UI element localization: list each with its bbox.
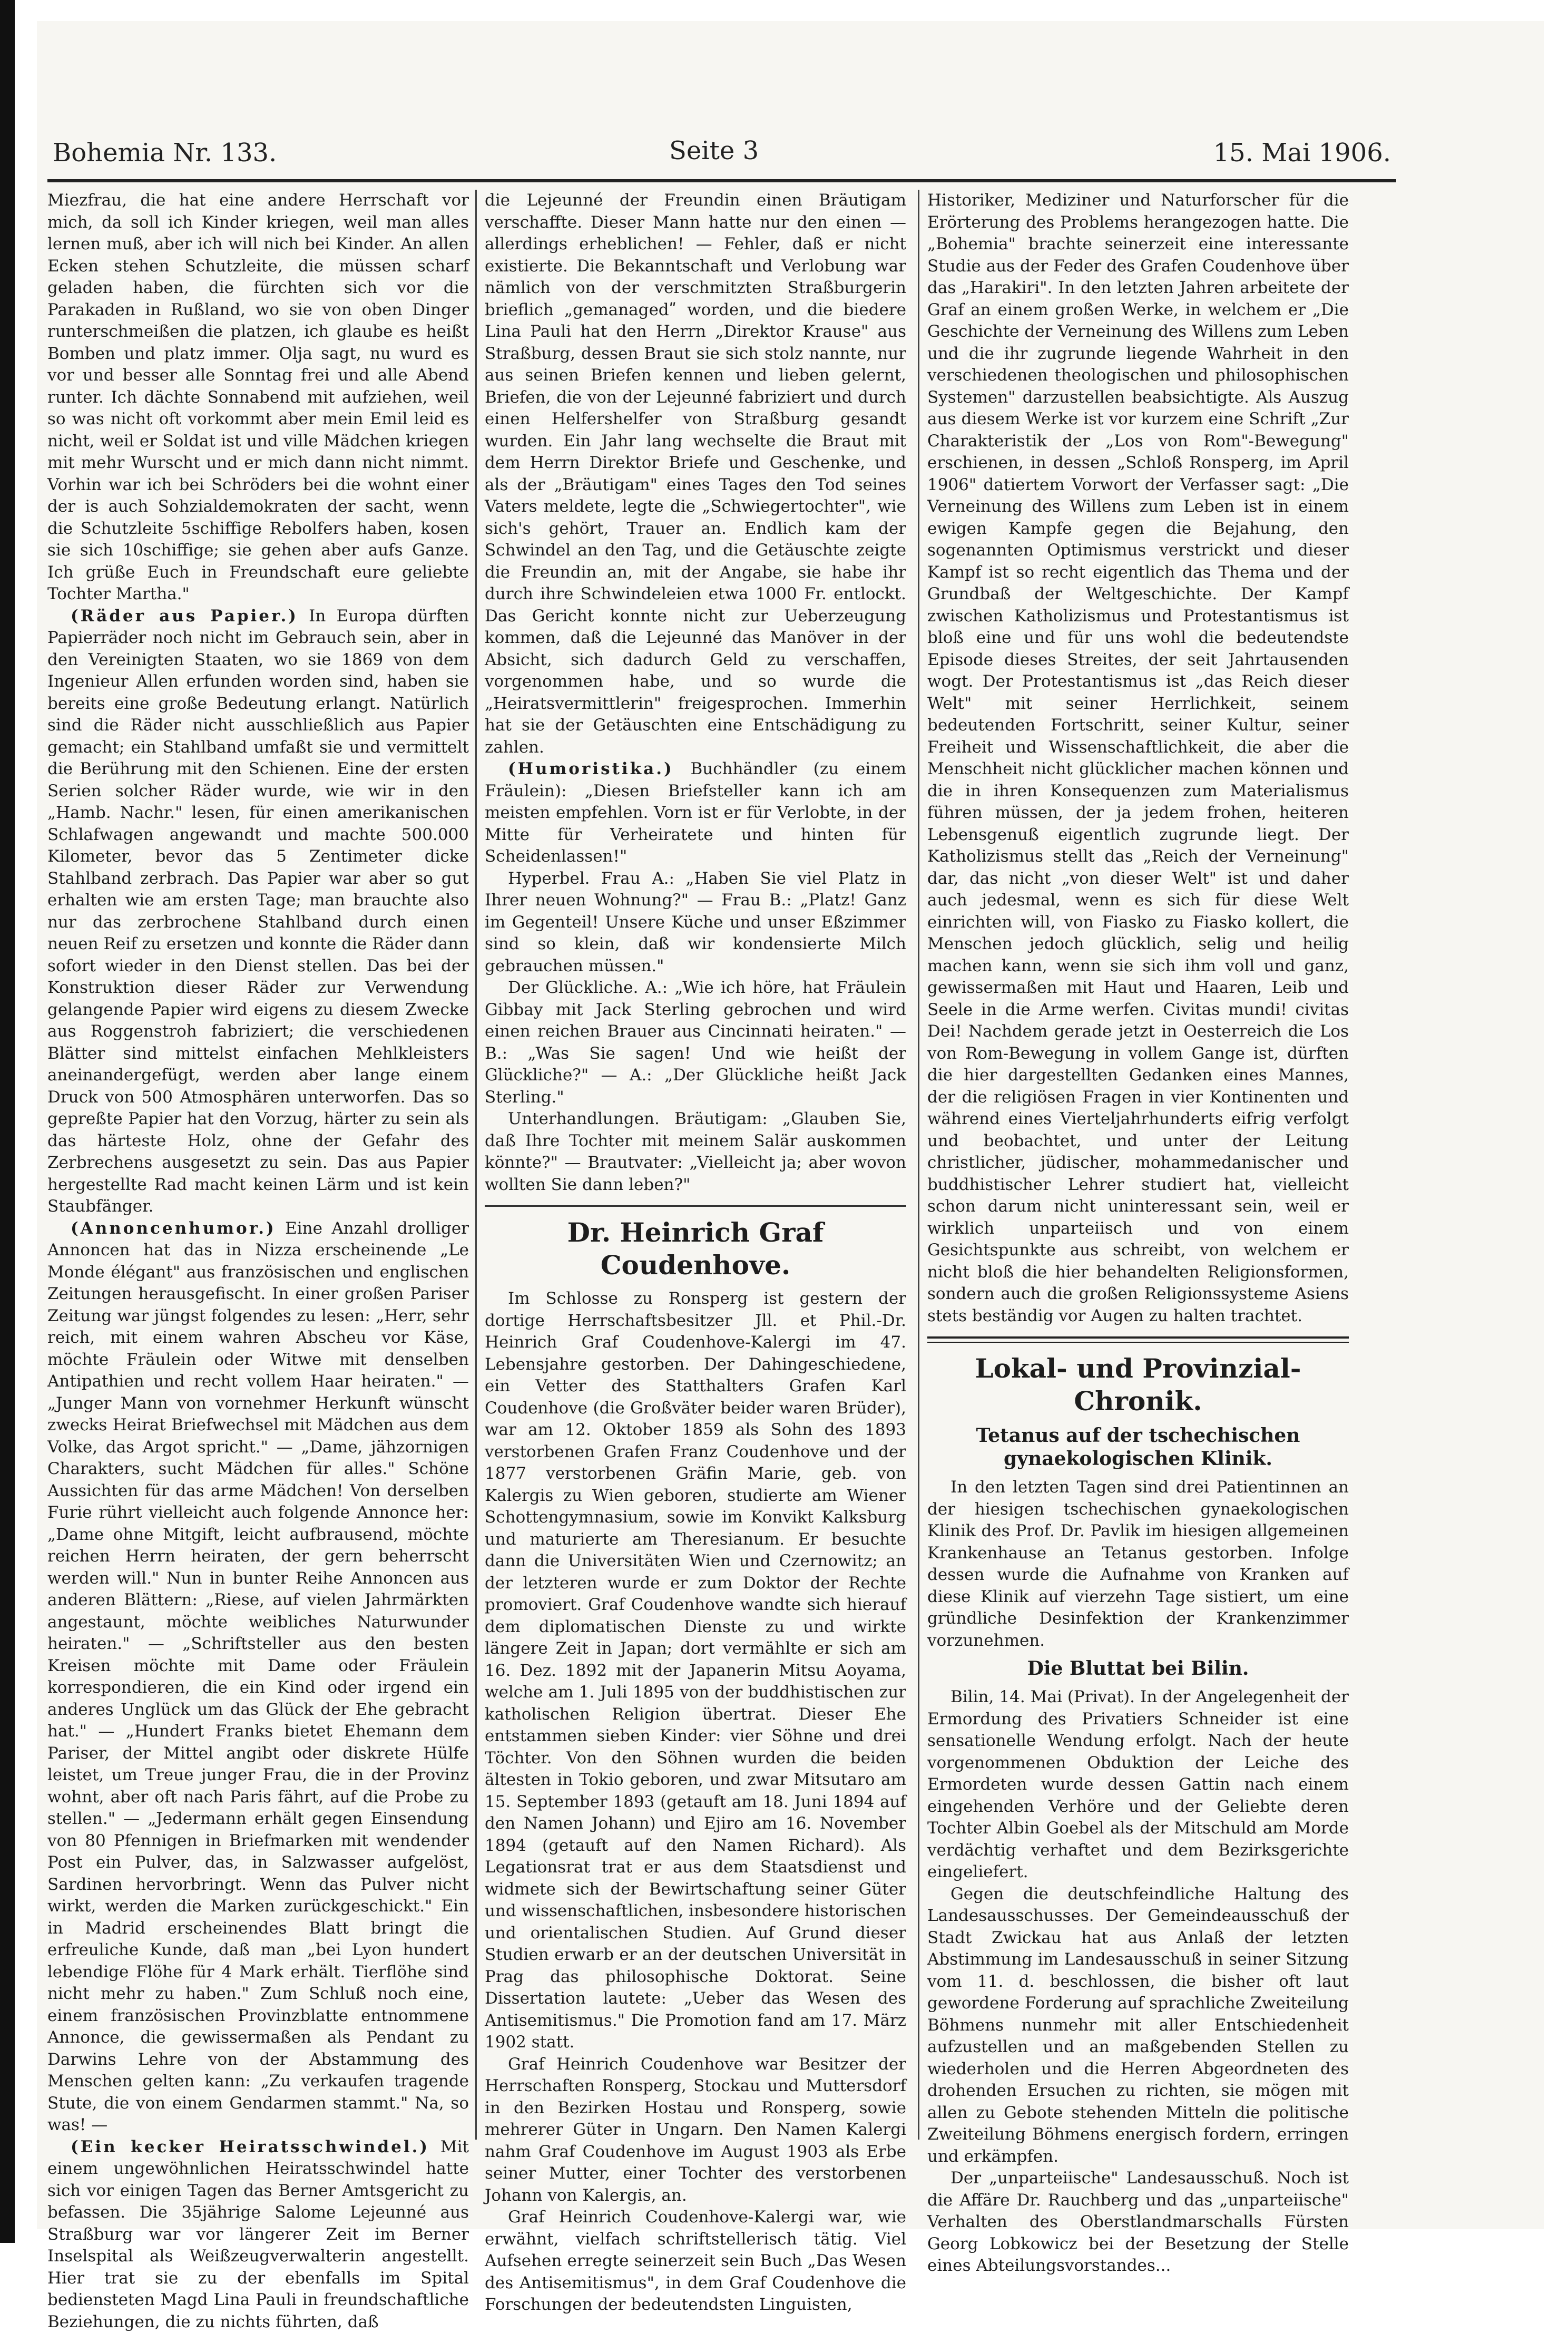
article-body: In Europa dürften Papierräder noch nicht im Gebrauch sein, aber in den Vereinigten Staaten, wo sie 1869 von dem Ingenieur Allen erfunden worden sind, haben sie bereits eine große Bedeutung erlangt. Natürlich sind die Räder nicht ausschließlich aus Papier gemacht; ein Stahlband umfaßt sie und vermittelt die Berührung mit den Schienen. Eine der ersten Serien solcher Räder wurde, wie wir in den „Hamb. Nachr." lesen, für einen amerikanischen Schlafwagen angewandt und machte 500.000 Kilometer, bevor das 5 Zentimeter dicke Stahlband zerbrach. Das Papier war aber so gut erhalten wie am ersten Tage; man brauchte also nur das zerbrochene Stahlband durch einen neuen Reif zu ersetzen und konnte die Räder dann sofort wieder in den Dienst stellen. Das bei der Konstruktion dieser Räder zur Verwendung gelangende Papier wird eigens zu diesem Zwecke aus Roggenstroh fabriziert; die verschiedenen Blätter sind mittelst einfachen Mehlkleisters aneinandergefügt, werden aber lange einem Druck von 500 Atmosphären unterworfen. Das so gepreßte Papier hat den Vorzug, härter zu sein als das härteste Holz, ohne der Gefahr des Zerbrechens ausgesetzt zu sein. Das aus Papier hergestellte Rad macht keinen Lärm und ist kein Staubfänger. (47, 607, 469, 1216)
article-title: (Räder aus Papier.) (71, 607, 298, 626)
article-marriage-fraud (47, 2136, 469, 2333)
scan-edge (0, 0, 15, 2243)
obituary-body: Im Schlosse zu Ronsperg ist gestern der dortige Herrschaftsbesitzer Jll. et Phil.-Dr. Heinrich Graf Coudenhove-Kalergi im 47. Lebensjahre gestorben. Der Dahingeschiedene, ein Vetter des Statthalters Grafen Karl Coudenhove (die Großväter beider waren Brüder), war am 12. Oktober 1859 als Sohn des 1893 verstorbenen Grafen Franz Coudenhove und der 1877 verstorbenen Gräfin Marie, geb. von Kalergis zu Wien geboren, studierte am Wiener Schottengymnasium, sowie im Konvikt Kalksburg und maturierte am Theresianum. Er besuchte dann die Universitäten Wien und Czernowitz; an der letzteren wurde er zum Doktor der Rechte promoviert. Graf Coudenhove wandte sich hierauf dem diplomatischen Dienste zu und wirkte längere Zeit in Japan; dort vermählte er sich am 16. Dez. 1892 mit der Japanerin Mitsu Aoyama, welche am 1. Juli 1895 von der buddhistischen zur katholischen Religion übertrat. Dieser Ehe entstammen sieben Kinder: vier Söhne und drei Töchter. Von den Söhnen wurden die beiden ältesten in Tokio geboren, und zwar Mitsutaro am 15. September 1893 (getauft am 18. Juni 1894 auf den Namen Johann) und Ejiro am 16. November 1894 (getauft auf den Namen Richard). Als Legationsrat trat er aus dem Staatsdienst und widmete sich der Bewirtschaftung seiner Güter und wissenschaftlichen, insbesondere historischen und orientalischen Studien. Auf Grund dieser Studien erwarb er an der deutschen Universität in Prag das philosophische Doktorat. Seine Dissertation lautete: „Ueber das Wesen des Antisemitismus." Die Promotion fand am 17. März 1902 statt. (485, 1288, 906, 2054)
article-landesausschuss: Gegen die deutschfeindliche Haltung des Landesausschusses. Der Gemeindeausschuß der Stadt Zwickau hat aus Anlaß der letzten Abstimmung im Landesausschuß in seiner Sitzung vom 11. d. beschlossen, die bisher oft laut gewordene Forderung auf sprachliche Zweiteilung Böhmens nunmehr mit aller Entschiedenheit aufzustellen und an maßgebenden Stellen zu wiederholen und die Herren Abgeordneten des drohenden Ersuchen zu richten, sie mögen mit allen zu Gebote stehenden Mitteln die politische Zweiteilung Böhmens energisch fordern, erringen und erkämpfen. (927, 1883, 1349, 2168)
obituary-heading: Dr. Heinrich Graf Coudenhove. (485, 1216, 906, 1282)
column-divider (918, 190, 919, 2140)
obituary-writings: Graf Heinrich Coudenhove-Kalergi war, wie erwähnt, vielfach schriftstellerisch tätig. Viel Aufsehen erregte seinerzeit sein Buch „Das Wesen des Antisemitismus", in dem Graf Coudenhove die Forschungen der bedeutendsten Linguisten, (485, 2207, 906, 2316)
article-bilin: Bilin, 14. Mai (Privat). In der Angelegenheit der Ermordung des Privatiers Schneider ist eine sensationelle Wendung erfolgt. Nach der heute vorgenommenen Obduktion der Leiche des Ermordeten wurde dessen Gattin nach einem eingehenden Verhöre und der Geliebte deren Tochter Albin Goebel als der Mitschuld am Morde verdächtig verhaftet und dem Bezirksgerichte eingeliefert. (927, 1686, 1349, 1883)
article-heading-tetanus: Tetanus auf der tschechischen gynaekologischen Klinik. (927, 1424, 1349, 1470)
article-unparteiisch: Der „unparteiische" Landesausschuß. Noch ist die Affäre Dr. Rauchberg und das „unparteiische" Verhalten des Oberstlandmarschalls Fürsten Georg Lobkowicz bei der Besetzung der Stelle eines Abteilungsvorstandes... (927, 2168, 1349, 2277)
obituary-estates: Graf Heinrich Coudenhove war Besitzer der Herrschaften Ronsperg, Stockau und Muttersdorf in den Bezirken Hostau und Ronsperg, sowie mehrerer Güter in Ungarn. Den Namen Kalergi nahm Graf Coudenhove im August 1903 als Erbe seiner Mutter, einer Tochter des verstorbenen Johann von Kalergis, an. (485, 2054, 906, 2207)
marriage-fraud-continuation: die Lejeunné der Freundin einen Bräutigam verschaffte. Dieser Mann hatte nur den einen — allerdings erheblichen! — Fehler, daß er nicht existierte. Die Bekanntschaft und Verlobung war nämlich von der verschmitzten Straßburgerin brieflich „gemanagedʺ worden, und die biedere Lina Pauli hat den Herrn „Direktor Krause" aus Straßburg, dessen Braut sie sich stolz nannte, nur aus seinen Briefen kennen und lieben gelernt, Briefen, die von der Lejeunné fabriziert und durch einen Helfershelfer von Straßburg gesandt wurden. Ein Jahr lang wechselte die Braut mit dem Herrn Direktor Briefe und Geschenke, und als der „Bräutigam" eines Tages den Tod seines Vaters meldete, legte die „Schwiegertochter", wie sich's gehört, Trauer an. Endlich kam der Schwindel an den Tag, und die Getäuschte zeigte die Freundin an, mit der Angabe, sie habe ihr durch ihre Schwindeleien etwa 1000 Fr. entlockt. Das Gericht konnte nicht zur Ueberzeugung kommen, daß die Lejeunné das Manöver in der Absicht, sich dadurch Geld zu verschaffen, vorgenommen habe, und so wurde die „Heiratsvermittlerin" freigesprochen. Immerhin hat sie der Getäuschten eine Entschädigung zu zahlen. (485, 190, 906, 758)
column-2 (485, 190, 906, 2161)
column-1 (47, 190, 469, 2161)
article-paper-wheels (47, 606, 469, 1218)
article-body: Buchhändler (zu einem Fräulein): „Diesen Briefsteller kann ich am meisten empfehlen. Vorn ist er für Verlobte, in der Mitte für Verheiratete und hinten für Scheidenlassen!" (485, 759, 906, 866)
column-divider (475, 190, 477, 2140)
page-number: Seite 3 (669, 136, 759, 165)
masthead-issue: Bohemia Nr. 133. (53, 138, 277, 168)
section-rule (485, 1205, 906, 1207)
issue-date: 15. Mai 1906. (1213, 138, 1391, 168)
section-heading: Lokal- und Provinzial-Chronik. (927, 1352, 1349, 1418)
joke-unterhandlungen: Unterhandlungen. Bräutigam: „Glauben Sie, daß Ihre Tochter mit meinem Salär auskommen könnte?" — Brautvater: „Vielleicht ja; aber wovon wollten Sie dann leben?" (485, 1108, 906, 1196)
column-3 (927, 190, 1349, 2161)
article-tetanus: In den letzten Tagen sind drei Patientinnen an der hiesigen tschechischen gynaekologischen Klinik des Prof. Dr. Pavlik im hiesigen allgemeinen Krankenhause an Tetanus gestorben. Infolge dessen wurde die Aufnahme von Kranken auf diese Klinik auf vierzehn Tage sistiert, um eine gründliche Desinfektion der Krankenzimmer vorzunehmen. (927, 1477, 1349, 1652)
joke-hyperbel: Hyperbel. Frau A.: „Haben Sie viel Platz in Ihrer neuen Wohnung?" — Frau B.: „Platz! Ganz im Gegenteil! Unsere Küche und unser Eßzimmer sind so klein, daß wir kondensierte Milch gebrauchen müssen." (485, 868, 906, 978)
letter-continuation: Miezfrau, die hat eine andere Herrschaft vor mich, da soll ich Kinder kriegen, weil man alles lernen muß, aber ich will nich bei Kinder. An allen Ecken stehen Schutzleite, die müssen scharf geladen haben, die fürchten sich vor die Parakaden in Rußland, wo sie von oben Dinger runterschmeißen die platzen, ich glaube es heißt Bomben und platz immer. Olja sagt, nu wurd es vor und besser alle Sonntag frei und alle Abend runter. Ich dächte Sonnabend mit aufziehen, weil so was nicht oft vorkommt aber mein Emil leid es nicht, weil er Soldat ist und ville Mädchen kriegen mit mehr Wurscht und er mich dann nicht nimmt. Vorhin war ich bei Schröders bei die wohnt einer der is auch Sohzialdemokraten der sacht, wenn die Schutzleite 5schiffige Rebolfers haben, kosen sie sich 10schiffige; sie gehen aber aufs Ganze. Ich grüße Euch in Freundschaft eure geliebte Tochter Martha." (47, 190, 469, 606)
article-heading-bilin: Die Bluttat bei Bilin. (927, 1657, 1349, 1680)
article-title: (Ein kecker Heiratsschwindel.) (71, 2137, 429, 2156)
article-body: Eine Anzahl drolliger Annoncen hat das in Nizza erscheinende „Le Monde élégant" aus französischen und englischen Zeitungen herausgefischt. In einer großen Pariser Zeitung war jüngst folgendes zu lesen: „Herr, sehr reich, mit einem wahren Abscheu vor Käse, möchte Fräulein oder Witwe mit denselben Antipathien und recht vollem Haar heiraten." — „Junger Mann von vornehmer Herkunft wünscht zwecks Heirat Briefwechsel mit Mädchen aus dem Volke, das Argot spricht." — „Dame, jähzornigen Charakters, sucht Mädchen für alles." Schöne Aussichten für das arme Mädchen! Von derselben Furie rührt vielleicht auch folgende Annonce her: „Dame ohne Mitgift, leicht aufbrausend, möchte reichen Herrn heiraten, der gern beherrscht werden will." Nun in bunter Reihe Annoncen aus anderen Blättern: „Riese, auf vielen Jahrmärkten angestaunt, möchte weibliches Naturwunder heiraten." — „Schriftsteller aus den besten Kreisen möchte mit Dame oder Fräulein korrespondieren, die ein Kind oder irgend ein anderes Unglück um das Glück der Ehe gebracht hat." — „Hundert Franks bietet Ehemann dem Pariser, der Mittel angibt oder diskrete Hülfe leistet, um Treue junger Frau, die in der Provinz wohnt, aber oft nach Paris fährt, auf die Probe zu stellen." — „Jedermann erhält gegen Einsendung von 80 Pfennigen in Briefmarken mit wendender Post ein Pulver, das, in Salzwasser aufgelöst, Sardinen hervorbringt. Wenn das Pulver nicht wirkt, werden die Marken zurückgeschickt." Ein in Madrid erscheinendes Blatt bringt die erfreuliche Kunde, daß man „bei Lyon hundert lebendige Flöhe für 4 Mark erhält. Tierflöhe sind nicht mehr zu haben." Zum Schluß noch eine, einem französischen Provinzblatte entnommene Annonce, die gewissermaßen als Pendant zu Darwins Lehre von der Abstammung des Menschen gelten kann: „Zu verkaufen tragende Stute, die von einem Gendarmen stammt." Na, so was! — (47, 1219, 469, 2135)
article-ad-humor (47, 1218, 469, 2136)
obituary-continuation: Historiker, Mediziner und Naturforscher für die Erörterung des Problems herangezogen hatte. Die „Bohemia" brachte seinerzeit eine interessante Studie aus der Feder des Grafen Coudenhove über das „Harakiri". In den letzten Jahren arbeitete der Graf an einem großen Werke, in welchem er „Die Geschichte der Verneinung des Willens zum Leben und die ihr zugrunde liegende Wahrheit in den verschiedenen theologischen und philosophischen Systemen" darzustellen beabsichtigte. Als Auszug aus diesem Werke ist vor kurzem eine Schrift „Zur Charakteristik der „Los von Rom"-Bewegung" erschienen, in dessen „Schloß Ronsperg, im April 1906" datiertem Vorwort der Verfasser sagt: „Die Verneinung des Willens zum Leben ist in einem ewigen Kampfe gegen die Bejahung, den sogenannten Optimismus verstrickt und dieser Kampf ist so recht eigentlich das Thema und der Grundbaß der Weltgeschichte. Der Kampf zwischen Katholizismus und Protestantismus ist bloß eine und für uns wohl die bedeutendste Episode dieses Streites, der seit Jahrtausenden wogt. Der Protestantismus ist „das Reich dieser Welt" mit seiner Herrlichkeit, seinem bedeutenden Fortschritt, seiner Kultur, seiner Freiheit und Wissenschaftlichkeit, die aber die Menschheit nicht glücklicher machen können und die in ihren Konsequenzen zum Materialismus führen müssen, der ja jedem frohen, heiteren Lebensgenuß eigentlich zugrunde liegt. Der Katholizismus stellt das „Reich der Verneinung" dar, das nicht „von dieser Welt" ist und daher auch jedesmal, wenn es sich für diese Welt einrichten will, von Fiasko zu Fiasko kollert, die Menschen jedoch glücklich, selig und heilig machen kann, wenn sie sich ihm voll und ganz, gewissermaßen mit Haut und Haaren, Leib und Seele in die Arme werfen. Civitas mundi! civitas Dei! Nachdem gerade jetzt in Oesterreich die Los von Rom-Bewegung in vollem Gange ist, dürften die hier dargestellten Gedanken eines Mannes, der die religiösen Fragen in vier Kontinenten und während eines Vierteljahrhunderts eifrig verfolgt und beobachtet, und unter der Leitung christlicher, jüdischer, mohammedanischer und buddhistischer Lehrer studiert hat, vielleicht schon darum nicht uninteressant sein, weil er wirklich unparteiisch und von einem Gesichtspunkte aus schreibt, von welchem er nicht bloß die hier behandelten Religionsformen, sondern auch die großen Religionssysteme Asiens stets beständig vor Augen zu halten trachtet. (927, 190, 1349, 1327)
section-rule (927, 1336, 1349, 1343)
article-title: (Humoristika.) (508, 759, 674, 778)
article-humoristika (485, 758, 906, 868)
article-title: (Annoncenhumor.) (71, 1219, 276, 1238)
newspaper-page (37, 21, 1544, 2229)
header-rule (47, 179, 1396, 182)
joke-gluecklich: Der Glückliche. A.: „Wie ich höre, hat Fräulein Gibbay mit Jack Sterling gebrochen und wird einen reichen Brauer aus Cincinnati heiraten." — B.: „Was Sie sagen! Und wie heißt der Glückliche?" — A.: „Der Glückliche heißt Jack Sterling." (485, 977, 906, 1108)
page-header (53, 126, 1391, 174)
article-body: Mit einem ungewöhnlichen Heiratsschwindel hatte sich vor einigen Tagen das Berner Amtsgericht zu befassen. Die 35jährige Salome Lejeunné aus Straßburg war vor längerer Zeit im Berner Inselspital als Weißzeugverwalterin angestellt. Hier trat sie zu der ebenfalls im Spital bediensteten Magd Lina Pauli in freundschaftliche Beziehungen, die zu nichts führten, daß (47, 2137, 469, 2331)
